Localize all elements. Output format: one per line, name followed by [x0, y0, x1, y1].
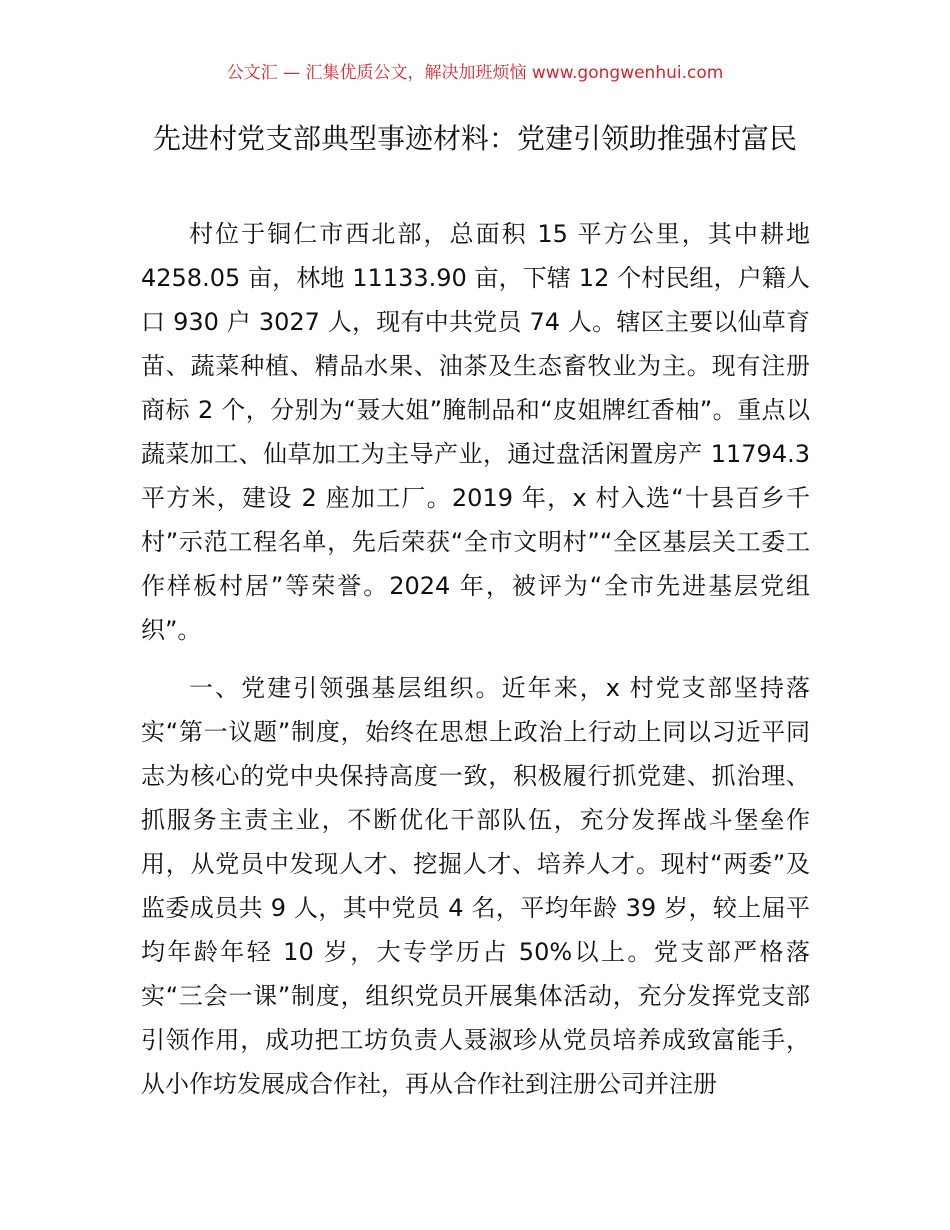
site-banner: 公文汇 — 汇集优质公文，解决加班烦恼 www.gongwenhui.com — [226, 63, 724, 83]
document-body — [141, 212, 810, 1106]
paragraph-intro: 村位于铜仁市西北部，总面积 15 平方公里，其中耕地 4258.05 亩，林地 11133.90 亩，下辖 12 个村民组，户籍人口 930 户 3027 人，现有中共党员 74 人。辖区主要以仙草育苗、蔬菜种植、精品水果、油茶及生态畜牧业为主。现有注册商标 2 个，分别为“聂大姐”腌制品和“皮姐牌红香柚”。重点以蔬菜加工、仙草加工为主导产业，通过盘活闲置房产 11794.3 平方米，建设 2 座加工厂。2019 年，x 村入选“十县百乡千村”示范工程名单，先后荣获“全市文明村”“全区基层关工委工作样板村居”等荣誉。2024 年，被评为“全市先进基层党组织”。 — [141, 220, 810, 644]
document-title: 先进村党支部典型事迹材料：党建引领助推强村富民 — [152, 122, 797, 155]
paragraph-section-1: 一、党建引领强基层组织。近年来，x 村党支部坚持落实“第一议题”制度，始终在思想上政治上行动上同以习近平同志为核心的党中央保持高度一致，积极履行抓党建、抓治理、抓服务主责主业，不断优化干部队伍，充分发挥战斗堡垒作用，从党员中发现人才、挖掘人才、培养人才。现村“两委”及监委成员共 9 人，其中党员 4 名，平均年龄 39 岁，较上届平均年龄年轻 10 岁，大专学历占 50%以上。党支部严格落实“三会一课”制度，组织党员开展集体活动，充分发挥党支部引领作用，成功把工坊负责人聂淑珍从党员培养成致富能手，从小作坊发展成合作社，再从合作社到注册公司并注册 — [141, 674, 810, 1098]
